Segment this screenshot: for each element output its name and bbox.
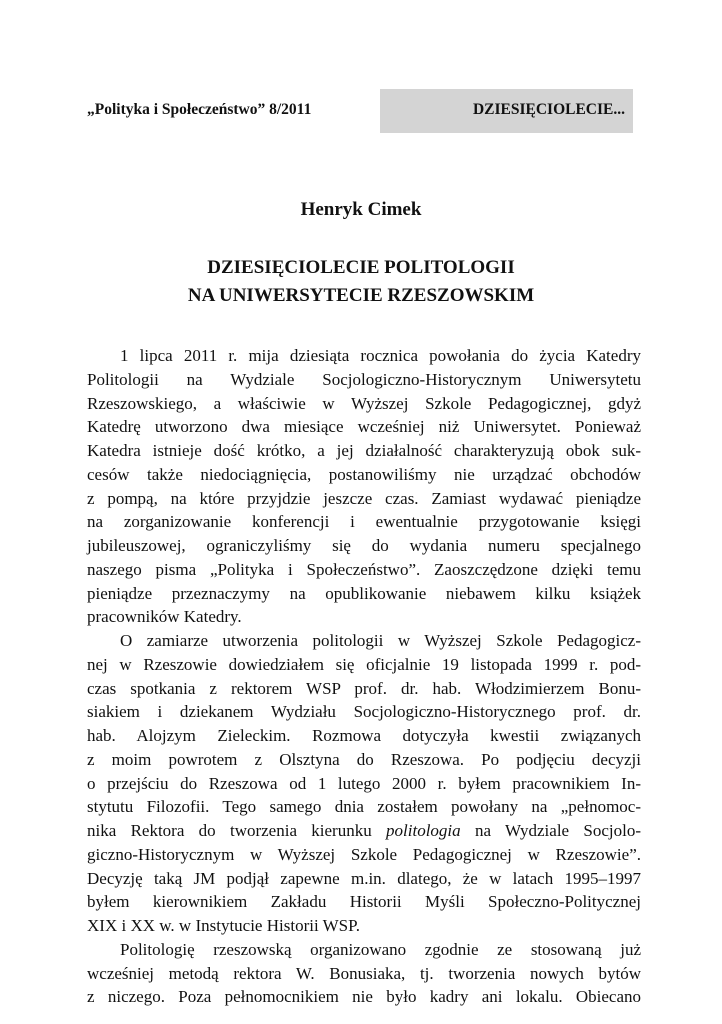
body-line: z moim powrotem z Olsztyna do Rzeszowa. Po podjęciu decyzji: [87, 749, 641, 769]
italic-term: politologia: [386, 821, 461, 840]
body-line: O zamiarze utworzenia politologii w Wyższej Szkole Pedagogicz-: [120, 631, 641, 650]
author-name: Henryk Cimek: [300, 199, 422, 220]
body-line: Decyzję taką JM podjął zapewne m.in. dlatego, że w latach 1995–1997: [87, 868, 641, 888]
journal-title: „Polityka i Społeczeństwo” 8/2011: [87, 101, 312, 118]
body-line: o przejściu do Rzeszowa od 1 lutego 2000 r. byłem pracownikiem In-: [87, 773, 641, 793]
body-line: z niczego. Poza pełnomocnikiem nie było kadry ani lokalu. Obiecano: [87, 987, 641, 1007]
body-line: Politologii na Wydziale Socjologiczno-Historycznym Uniwersytetu: [87, 369, 641, 389]
body-line: giczno-Historycznym w Wyższej Szkole Pedagogicznej w Rzeszowie”.: [87, 844, 641, 864]
body-line: 1 lipca 2011 r. mija dziesiąta rocznica powołania do życia Katedry: [120, 346, 641, 365]
body-line: Katedrę utworzono dwa miesiące wcześniej niż Uniwersytet. Ponieważ: [87, 417, 641, 437]
body-line: hab. Alojzym Zieleckim. Rozmowa dotyczyła kwestii związanych: [87, 726, 641, 745]
title-line-1: DZIESIĘCIOLECIE POLITOLOGII: [207, 257, 515, 278]
body-line: byłem kierownikiem Zakładu Historii Myśli Społeczno-Politycznej: [87, 892, 641, 912]
section-box: [380, 89, 633, 133]
body-line: siakiem i dziekanem Wydziału Socjologiczno-Historycznego prof. dr.: [87, 702, 641, 722]
body-line: na zorganizowanie konferencji i ewentualnie przygotowanie księgi: [87, 512, 641, 532]
body-line: [87, 819, 641, 843]
body-line: wcześniej metodą rektora W. Bonusiaka, tj. tworzenia nowych bytów: [87, 963, 641, 983]
body-line: z pompą, na które przyjdzie jeszcze czas. Zamiast wydawać pieniądze: [87, 488, 641, 508]
body-line: czas spotkania z rektorem WSP prof. dr. hab. Włodzimierzem Bonu-: [87, 678, 641, 698]
body-line: jubileuszowej, ograniczyliśmy się do wydania numeru specjalnego: [87, 536, 641, 555]
body-line: pracowników Katedry.: [87, 607, 242, 627]
body-line: cesów także niedociągnięcia, postanowiliśmy nie urządzać obchodów: [87, 464, 641, 484]
article-body: [87, 344, 641, 1009]
body-line-part: nika Rektora do tworzenia kierunku: [87, 821, 387, 840]
running-header: [87, 89, 633, 133]
body-line: pieniądze przeznaczymy na opublikowanie niebawem kilku książek: [87, 583, 641, 603]
body-line: stytutu Filozofii. Tego samego dnia zostałem powołany na „pełnomoc-: [87, 797, 641, 817]
article-title: [0, 254, 722, 310]
body-line: Katedra istnieje dość krótko, a jej działalność charakteryzują obok suk-: [87, 441, 641, 460]
body-line: naszego pisma „Polityka i Społeczeństwo”. Zaoszczędzone dzięki temu: [87, 559, 641, 579]
body-line-part: na Wydziale Socjolo-: [460, 821, 641, 840]
body-line: nej w Rzeszowie dowiedziałem się oficjalnie 19 listopada 1999 r. pod-: [87, 654, 641, 674]
body-line: XIX i XX w. w Instytucie Historii WSP.: [87, 916, 360, 935]
body-line: Rzeszowskiego, a właściwie w Wyższej Szkole Pedagogicznej, gdyż: [87, 393, 641, 413]
section-label: DZIESIĘCIOLECIE...: [472, 101, 625, 118]
body-line: Politologię rzeszowską organizowano zgodnie ze stosowaną już: [120, 939, 641, 959]
title-line-2: NA UNIWERSYTECIE RZESZOWSKIM: [187, 285, 535, 306]
